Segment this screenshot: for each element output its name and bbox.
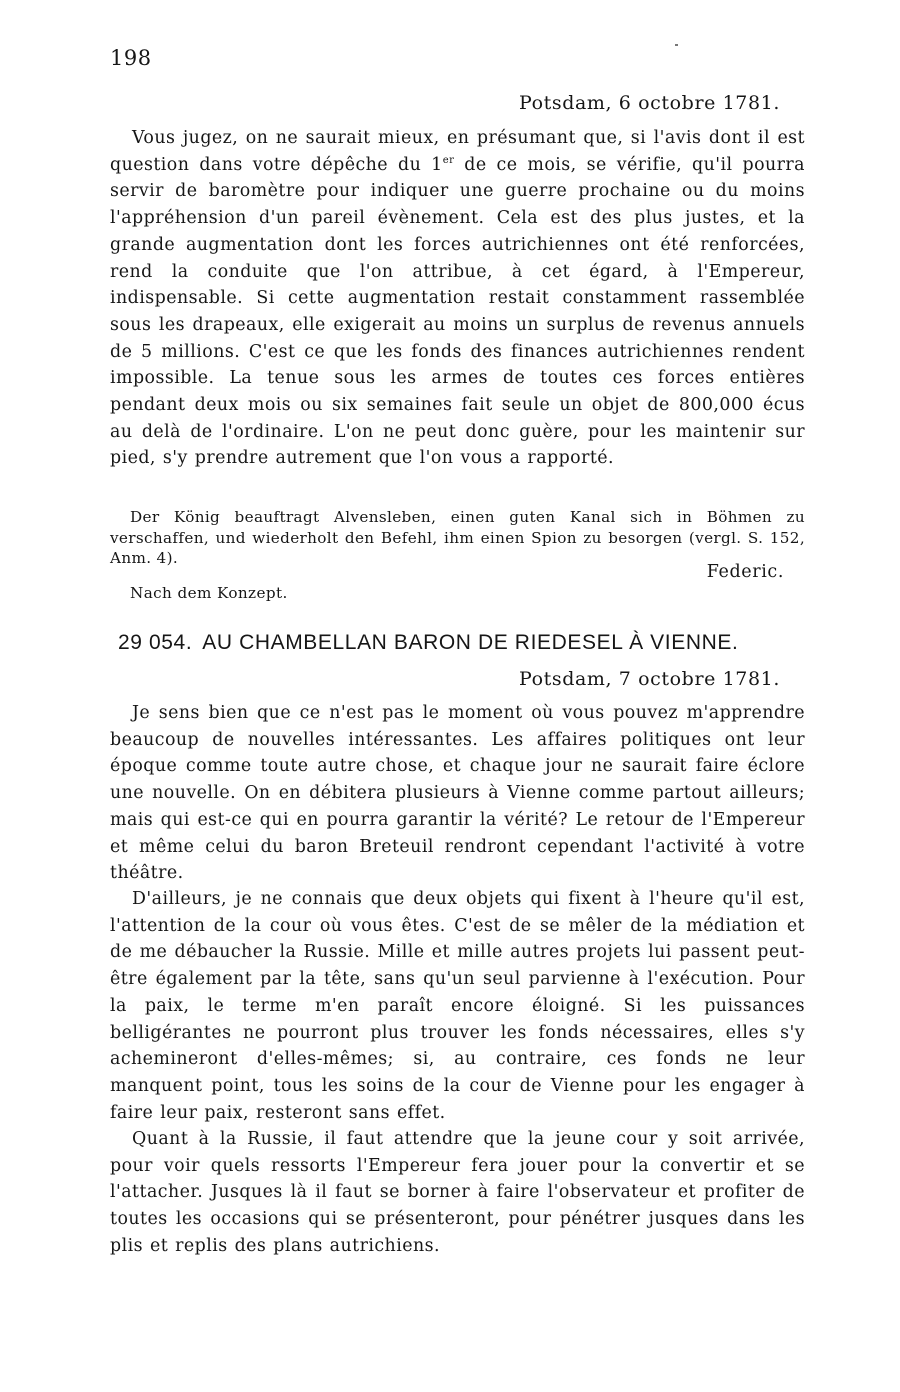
letter1-body-superscript: er — [442, 154, 455, 166]
letter2-paragraph — [110, 886, 805, 1126]
letter1-body — [110, 125, 805, 472]
letter2-title: AU CHAMBELLAN BARON DE RIEDESEL À VIENNE. — [202, 631, 739, 654]
letter1-body-start: Vous jugez, on ne saurait mieux, en présumant que, si l'avis dont il est question dans votre dépêche du 1 — [110, 128, 805, 175]
letter1-dateline: Potsdam, 6 octobre 1781. — [518, 92, 780, 114]
letter2-paragraph-3: Quant à la Russie, il faut attendre que la jeune cour y soit arrivée, pour voir quels ressorts l'Empereur fera jouer pour la convertir et se l'attacher. Jusques là il faut se borner à faire l'observateur et profiter de toutes les occasions qui se présenteront, pour pénétrer jusques dans les plis et replis des plans autrichiens. — [110, 1129, 805, 1256]
page-number: 198 — [110, 46, 152, 70]
letter2-dateline: Potsdam, 7 octobre 1781. — [518, 668, 780, 690]
letter2-number: 29 054. — [118, 631, 193, 654]
letter1-source: Nach dem Konzept. — [130, 584, 288, 602]
letter1-body-rest: de ce mois, se vérifie, qu'il pourra servir de baromètre pour indiquer une guerre prochaine ou du moins l'appréhension d'un pareil évènement. Cela est des plus justes, et la grande augmentation dont les forces autrichiennes ont été renforcées, rend la conduite que l'on attribue, à cet égard, à l'Empereur, indispensable. Si cette augmentation restait constamment rassemblée sous les drapeaux, elle exigerait au moins un surplus de revenus annuels de 5 millions. C'est ce que les fonds des finances autrichiennes rendent impossible. La tenue sous les armes de toutes ces forces entières pendant deux mois ou six semaines fait seule un objet de 800,000 écus au delà de l'ordinaire. L'on ne peut donc guère, pour les maintenir sur pied, s'y prendre autrement que l'on vous a rapporté. — [110, 154, 805, 469]
letter2-paragraph-2: D'ailleurs, je ne connais que deux objets qui fixent à l'heure qu'il est, l'attention de la cour où vous êtes. C'est de se mêler de la médiation et de me débaucher la Russie. Mille et mille autres projets lui passent peut-être également par la tête, sans qu'un seul parvienne à l'exécution. Pour la paix, le terme m'en paraît encore éloigné. Si les puissances belligérantes ne pourront plus trouver les fonds nécessaires, elles s'y achemineront d'elles-mêmes; si, au contraire, ces fonds ne leur manquent point, tous les soins de la cour de Vienne pour les engager à faire leur paix, resteront sans effet. — [110, 889, 805, 1123]
letter2-heading — [118, 631, 808, 655]
letter1-editorial-note — [110, 507, 805, 569]
ink-speck — [675, 44, 678, 46]
letter1-note-text: Der König beauftragt Alvensleben, einen guten Kanal sich in Böhmen zu verschaffen, und wiederholt den Befehl, ihm einen Spion zu besorgen (vergl. S. 152, Anm. 4). — [110, 508, 805, 567]
letter2-paragraph-1: Je sens bien que ce n'est pas le moment où vous pouvez m'apprendre beaucoup de nouvelles intéressantes. Les affaires politiques ont leur époque comme toute autre chose, et chaque jour ne saurait faire éclore une nouvelle. On en débitera plusieurs à Vienne comme partout ailleurs; mais qui est-ce qui en pourra garantir la vérité? Le retour de l'Empereur et même celui du baron Breteuil rendront cependant l'activité à votre théâtre. — [110, 703, 805, 884]
letter2-paragraph — [110, 700, 805, 887]
letter1-signature: Federic. — [706, 562, 784, 582]
letter2-paragraph — [110, 1126, 805, 1260]
